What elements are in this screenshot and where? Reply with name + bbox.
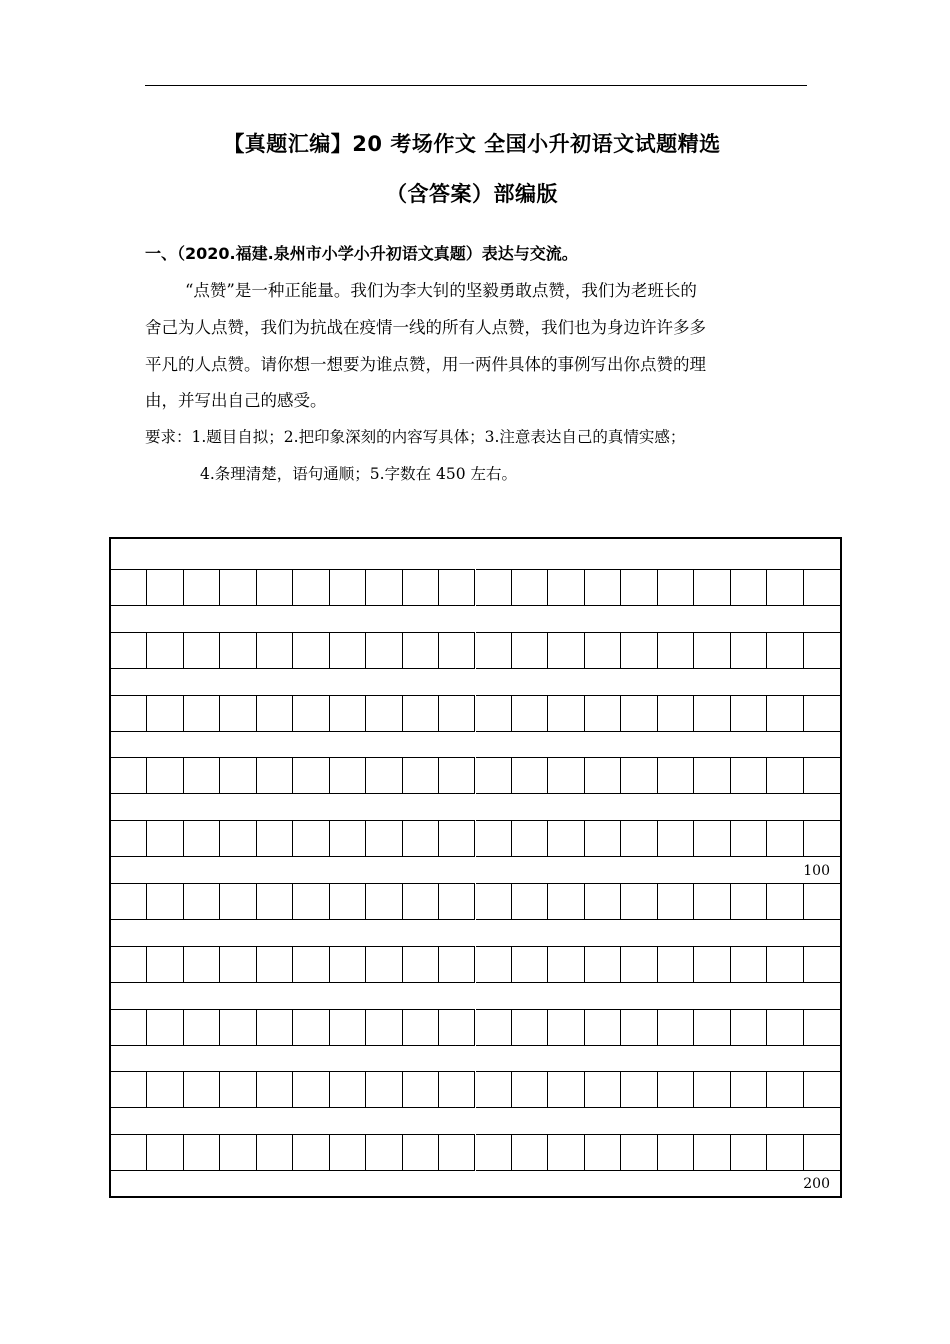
grid-cell[interactable] xyxy=(257,1134,293,1171)
grid-row xyxy=(111,569,840,606)
grid-cell[interactable] xyxy=(147,1071,183,1108)
grid-cell[interactable] xyxy=(111,632,147,669)
grid-cell[interactable] xyxy=(257,946,293,983)
grid-cell[interactable] xyxy=(585,569,621,606)
grid-cell[interactable] xyxy=(147,569,183,606)
grid-cell[interactable] xyxy=(548,883,584,920)
grid-cell[interactable] xyxy=(512,1134,548,1171)
grid-cell[interactable] xyxy=(658,820,694,857)
grid-row xyxy=(111,946,840,983)
grid-cell[interactable] xyxy=(731,569,767,606)
grid-cell[interactable] xyxy=(330,1009,366,1046)
grid-cell[interactable] xyxy=(476,757,512,794)
grid-cell[interactable] xyxy=(257,883,293,920)
grid-cell[interactable] xyxy=(257,757,293,794)
grid-cell[interactable] xyxy=(403,1071,439,1108)
grid-cell[interactable] xyxy=(111,1134,147,1171)
grid-cell[interactable] xyxy=(111,695,147,732)
grid-cell[interactable] xyxy=(184,1009,220,1046)
grid-cell[interactable] xyxy=(403,1134,439,1171)
grid-cell[interactable] xyxy=(366,757,402,794)
prompt-line-3: 平凡的人点赞。请你想一想要为谁点赞，用一两件具体的事例写出你点赞的理 xyxy=(145,355,706,374)
grid-cell[interactable] xyxy=(403,820,439,857)
word-count-marker-200: 200 xyxy=(803,1176,830,1192)
grid-cell[interactable] xyxy=(147,757,183,794)
grid-cell[interactable] xyxy=(694,1009,730,1046)
grid-cell[interactable] xyxy=(184,632,220,669)
requirements-line-2: 4.条理清楚，语句通顺；5.字数在 450 左右。 xyxy=(200,465,518,483)
grid-cell[interactable] xyxy=(621,820,657,857)
composition-grid xyxy=(109,537,842,1198)
grid-cell[interactable] xyxy=(585,695,621,732)
grid-cell[interactable] xyxy=(220,1071,256,1108)
grid-cell[interactable] xyxy=(184,1071,220,1108)
grid-cell[interactable] xyxy=(694,695,730,732)
grid-cell[interactable] xyxy=(658,1009,694,1046)
grid-cell[interactable] xyxy=(147,946,183,983)
grid-cell[interactable] xyxy=(621,695,657,732)
grid-cell[interactable] xyxy=(476,946,512,983)
grid-cell[interactable] xyxy=(767,883,803,920)
grid-cell[interactable] xyxy=(731,820,767,857)
grid-cell[interactable] xyxy=(694,820,730,857)
grid-cell[interactable] xyxy=(621,1071,657,1108)
grid-cell[interactable] xyxy=(366,883,402,920)
grid-cell[interactable] xyxy=(694,569,730,606)
grid-cell[interactable] xyxy=(366,695,402,732)
grid-cell[interactable] xyxy=(111,946,147,983)
grid-cell[interactable] xyxy=(184,946,220,983)
grid-cell[interactable] xyxy=(403,757,439,794)
grid-cell[interactable] xyxy=(366,569,402,606)
grid-cell[interactable] xyxy=(293,757,329,794)
grid-cell[interactable] xyxy=(439,1009,475,1046)
grid-cell[interactable] xyxy=(804,695,840,732)
grid-cell[interactable] xyxy=(184,883,220,920)
grid-cell[interactable] xyxy=(147,883,183,920)
grid-cell[interactable] xyxy=(220,695,256,732)
prompt-line-2: 舍己为人点赞，我们为抗战在疫情一线的所有人点赞，我们也为身边许许多多 xyxy=(145,318,706,337)
grid-row xyxy=(111,1009,840,1046)
grid-cell[interactable] xyxy=(439,695,475,732)
grid-cell[interactable] xyxy=(257,569,293,606)
grid-cell[interactable] xyxy=(111,569,147,606)
grid-cell[interactable] xyxy=(439,1134,475,1171)
grid-cell[interactable] xyxy=(366,820,402,857)
grid-cell[interactable] xyxy=(293,695,329,732)
grid-cell[interactable] xyxy=(403,946,439,983)
grid-cell[interactable] xyxy=(804,883,840,920)
grid-cell[interactable] xyxy=(220,1134,256,1171)
grid-cell[interactable] xyxy=(184,820,220,857)
grid-cell[interactable] xyxy=(403,1009,439,1046)
grid-cell[interactable] xyxy=(220,757,256,794)
grid-cell[interactable] xyxy=(694,883,730,920)
grid-cell[interactable] xyxy=(512,946,548,983)
grid-cell[interactable] xyxy=(694,757,730,794)
grid-cell[interactable] xyxy=(476,1009,512,1046)
grid-cell[interactable] xyxy=(548,569,584,606)
grid-cell[interactable] xyxy=(585,757,621,794)
grid-cell[interactable] xyxy=(548,820,584,857)
grid-cell[interactable] xyxy=(731,1071,767,1108)
grid-cell[interactable] xyxy=(147,695,183,732)
grid-cell[interactable] xyxy=(293,883,329,920)
grid-cell[interactable] xyxy=(147,820,183,857)
grid-cell[interactable] xyxy=(439,569,475,606)
grid-cell[interactable] xyxy=(512,883,548,920)
grid-cell[interactable] xyxy=(621,946,657,983)
grid-cell[interactable] xyxy=(439,820,475,857)
question-heading: 一、（2020.福建.泉州市小学小升初语文真题）表达与交流。 xyxy=(145,244,578,263)
grid-cell[interactable] xyxy=(658,946,694,983)
grid-cell[interactable] xyxy=(512,632,548,669)
grid-cell[interactable] xyxy=(767,695,803,732)
grid-cell[interactable] xyxy=(731,1134,767,1171)
grid-cell[interactable] xyxy=(476,695,512,732)
grid-cell[interactable] xyxy=(330,569,366,606)
grid-cell[interactable] xyxy=(548,946,584,983)
grid-cell[interactable] xyxy=(731,757,767,794)
grid-cell[interactable] xyxy=(548,1134,584,1171)
grid-cell[interactable] xyxy=(403,883,439,920)
grid-cell[interactable] xyxy=(548,757,584,794)
grid-cell[interactable] xyxy=(330,883,366,920)
grid-row xyxy=(111,695,840,732)
page-title-line2: （含答案）部编版 xyxy=(386,182,558,206)
grid-cell[interactable] xyxy=(658,632,694,669)
grid-cell[interactable] xyxy=(257,1009,293,1046)
grid-cell[interactable] xyxy=(694,946,730,983)
grid-cell[interactable] xyxy=(111,1009,147,1046)
grid-cell[interactable] xyxy=(804,1134,840,1171)
grid-cell[interactable] xyxy=(585,632,621,669)
grid-row xyxy=(111,632,840,669)
grid-cell[interactable] xyxy=(621,883,657,920)
grid-cell[interactable] xyxy=(512,757,548,794)
grid-cell[interactable] xyxy=(403,695,439,732)
grid-row xyxy=(111,757,840,794)
grid-cell[interactable] xyxy=(184,569,220,606)
grid-cell[interactable] xyxy=(767,569,803,606)
grid-cell[interactable] xyxy=(330,1134,366,1171)
grid-cell[interactable] xyxy=(293,1134,329,1171)
grid-cell[interactable] xyxy=(293,1009,329,1046)
grid-cell[interactable] xyxy=(184,695,220,732)
requirements-line-1: 要求：1.题目自拟；2.把印象深刻的内容写具体；3.注意表达自己的真情实感； xyxy=(145,428,686,446)
grid-cell[interactable] xyxy=(184,1134,220,1171)
grid-cell[interactable] xyxy=(804,820,840,857)
grid-cell[interactable] xyxy=(220,946,256,983)
grid-cell[interactable] xyxy=(476,569,512,606)
grid-cell[interactable] xyxy=(804,632,840,669)
grid-cell[interactable] xyxy=(512,820,548,857)
grid-cell[interactable] xyxy=(694,632,730,669)
grid-cell[interactable] xyxy=(366,946,402,983)
grid-cell[interactable] xyxy=(330,695,366,732)
grid-cell[interactable] xyxy=(548,695,584,732)
page-title-line1: 【真题汇编】20 考场作文 全国小升初语文试题精选 xyxy=(223,132,721,156)
grid-cell[interactable] xyxy=(439,757,475,794)
grid-cell[interactable] xyxy=(257,1071,293,1108)
grid-cell[interactable] xyxy=(621,1009,657,1046)
grid-cell[interactable] xyxy=(731,1009,767,1046)
grid-cell[interactable] xyxy=(548,632,584,669)
grid-cell[interactable] xyxy=(111,757,147,794)
grid-cell[interactable] xyxy=(658,883,694,920)
grid-cell[interactable] xyxy=(476,632,512,669)
prompt-line-1: “点赞”是一种正能量。我们为李大钊的坚毅勇敢点赞，我们为老班长的 xyxy=(185,281,697,300)
grid-cell[interactable] xyxy=(658,757,694,794)
grid-cell[interactable] xyxy=(147,1134,183,1171)
grid-cell[interactable] xyxy=(621,1134,657,1171)
grid-cell[interactable] xyxy=(366,1134,402,1171)
grid-cell[interactable] xyxy=(439,946,475,983)
grid-cell[interactable] xyxy=(330,757,366,794)
grid-cell[interactable] xyxy=(403,569,439,606)
grid-cell[interactable] xyxy=(694,1071,730,1108)
grid-cell[interactable] xyxy=(293,569,329,606)
grid-cell[interactable] xyxy=(476,1134,512,1171)
grid-row xyxy=(111,820,840,857)
grid-cell[interactable] xyxy=(585,946,621,983)
grid-cell[interactable] xyxy=(767,1071,803,1108)
grid-cell[interactable] xyxy=(731,695,767,732)
grid-cell[interactable] xyxy=(366,1009,402,1046)
grid-cell[interactable] xyxy=(147,632,183,669)
grid-cell[interactable] xyxy=(658,695,694,732)
grid-cell[interactable] xyxy=(439,883,475,920)
grid-cell[interactable] xyxy=(220,632,256,669)
grid-cell[interactable] xyxy=(767,632,803,669)
grid-row xyxy=(111,1134,840,1171)
grid-cell[interactable] xyxy=(548,1071,584,1108)
grid-cell[interactable] xyxy=(658,1071,694,1108)
grid-cell[interactable] xyxy=(548,1009,584,1046)
grid-row xyxy=(111,883,840,920)
grid-cell[interactable] xyxy=(330,946,366,983)
grid-cell[interactable] xyxy=(330,820,366,857)
grid-cell[interactable] xyxy=(220,820,256,857)
grid-cell[interactable] xyxy=(767,757,803,794)
grid-cell[interactable] xyxy=(658,1134,694,1171)
grid-cell[interactable] xyxy=(585,883,621,920)
grid-cell[interactable] xyxy=(731,632,767,669)
grid-cell[interactable] xyxy=(439,632,475,669)
grid-cell[interactable] xyxy=(476,1071,512,1108)
grid-cell[interactable] xyxy=(439,1071,475,1108)
grid-cell[interactable] xyxy=(220,883,256,920)
grid-cell[interactable] xyxy=(293,820,329,857)
grid-cell[interactable] xyxy=(585,1134,621,1171)
grid-cell[interactable] xyxy=(658,569,694,606)
grid-cell[interactable] xyxy=(147,1009,183,1046)
grid-cell[interactable] xyxy=(585,1009,621,1046)
grid-cell[interactable] xyxy=(184,757,220,794)
grid-cell[interactable] xyxy=(220,1009,256,1046)
grid-cell[interactable] xyxy=(767,946,803,983)
grid-cell[interactable] xyxy=(804,1009,840,1046)
grid-cell[interactable] xyxy=(476,883,512,920)
grid-cell[interactable] xyxy=(366,1071,402,1108)
grid-cell[interactable] xyxy=(804,1071,840,1108)
grid-cell[interactable] xyxy=(621,632,657,669)
grid-cell[interactable] xyxy=(293,632,329,669)
grid-cell[interactable] xyxy=(731,883,767,920)
grid-cell[interactable] xyxy=(767,1009,803,1046)
grid-cell[interactable] xyxy=(694,1134,730,1171)
grid-cell[interactable] xyxy=(366,632,402,669)
grid-cell[interactable] xyxy=(330,632,366,669)
grid-cell[interactable] xyxy=(293,1071,329,1108)
grid-cell[interactable] xyxy=(804,946,840,983)
grid-cell[interactable] xyxy=(220,569,256,606)
grid-cell[interactable] xyxy=(257,820,293,857)
grid-cell[interactable] xyxy=(512,569,548,606)
grid-cell[interactable] xyxy=(257,632,293,669)
grid-cell[interactable] xyxy=(111,820,147,857)
prompt-line-4: 由，并写出自己的感受。 xyxy=(145,391,327,410)
grid-cell[interactable] xyxy=(585,1071,621,1108)
grid-cell[interactable] xyxy=(804,757,840,794)
top-rule xyxy=(145,85,807,86)
grid-cell[interactable] xyxy=(767,1134,803,1171)
grid-row xyxy=(111,1071,840,1108)
grid-cell[interactable] xyxy=(512,1071,548,1108)
grid-cell[interactable] xyxy=(111,883,147,920)
grid-cell[interactable] xyxy=(403,632,439,669)
grid-cell[interactable] xyxy=(585,820,621,857)
grid-cell[interactable] xyxy=(111,1071,147,1108)
grid-cell[interactable] xyxy=(293,946,329,983)
grid-cell[interactable] xyxy=(476,820,512,857)
grid-cell[interactable] xyxy=(512,695,548,732)
grid-cell[interactable] xyxy=(512,1009,548,1046)
grid-cell[interactable] xyxy=(257,695,293,732)
grid-cell[interactable] xyxy=(330,1071,366,1108)
grid-cell[interactable] xyxy=(804,569,840,606)
grid-cell[interactable] xyxy=(731,946,767,983)
word-count-marker-100: 100 xyxy=(803,863,830,879)
grid-cell[interactable] xyxy=(767,820,803,857)
grid-cell[interactable] xyxy=(621,757,657,794)
grid-cell[interactable] xyxy=(621,569,657,606)
